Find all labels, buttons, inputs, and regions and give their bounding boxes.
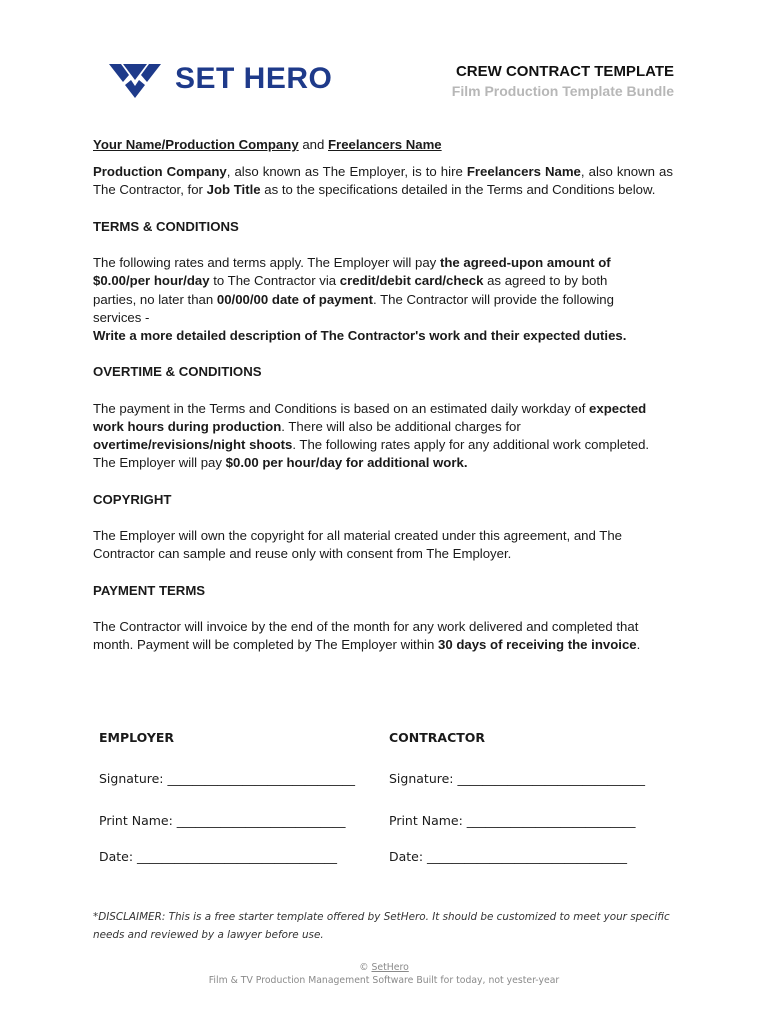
terms-text-1: The following rates and terms apply. The Employer will pay — [93, 255, 440, 271]
document-subtitle: Film Production Template Bundle — [451, 83, 674, 99]
footer-tagline: Film & TV Production Management Software Built for today, not yester-year — [208, 975, 560, 986]
intro-text-3: as to the specifications detailed in the Terms and Conditions below. — [260, 182, 656, 198]
terms-bold-amount: the agreed-upon amount of — [439, 255, 611, 271]
copyright-heading: COPYRIGHT — [93, 491, 172, 507]
payment-line-1: The Contractor will invoice by the end of the month for any work delivered and completed that — [93, 619, 639, 635]
sethero-logo — [109, 60, 332, 98]
intro-bold-company: Production Company — [93, 164, 227, 180]
terms-text-5: . The Contractor will provide the following — [373, 291, 614, 307]
employer-signature-line: Signature: ______________________________ — [99, 771, 355, 786]
document-header — [452, 63, 674, 101]
brand-name: SET HERO — [175, 62, 333, 95]
payment-text-2: . — [636, 637, 641, 653]
overtime-text-3: . The following rates apply for any additional work completed. — [292, 437, 650, 453]
disclaimer-line-1: *DISCLAIMER: This is a free starter template offered by SetHero. It should be customized to meet your specific — [93, 911, 670, 923]
overtime-text-4: The Employer will pay — [93, 455, 226, 471]
contractor-print-name-line: Print Name: ___________________________ — [389, 813, 636, 828]
overtime-text-2: . There will also be additional charges for — [281, 418, 521, 434]
employer-date-line: Date: ________________________________ — [99, 849, 338, 864]
payment-bold-days: 30 days of receiving the invoice — [438, 637, 637, 653]
contractor-heading: CONTRACTOR — [389, 730, 486, 745]
contractor-date-line: Date: ________________________________ — [389, 849, 628, 864]
party-freelancer: Freelancers Name — [328, 137, 442, 152]
party-employer: Your Name/Production Company — [93, 137, 299, 152]
overtime-paragraph — [93, 400, 673, 473]
copyright-line-2: Contractor can sample and reuse only with consent from The Employer. — [93, 546, 512, 562]
overtime-bold-3: overtime/revisions/night shoots — [93, 437, 293, 453]
terms-bold-date: 00/00/00 date of payment — [216, 291, 374, 307]
intro-bold-freelancer: Freelancers Name — [466, 164, 581, 180]
document-title: CREW CONTRACT TEMPLATE — [455, 63, 674, 80]
contractor-signature-line: Signature: ______________________________ — [389, 771, 645, 786]
intro-paragraph — [93, 163, 673, 199]
terms-text-2: to The Contractor via — [209, 273, 340, 289]
sethero-shield-icon — [109, 60, 161, 98]
disclaimer-line-2: needs and reviewed by a lawyer before use. — [93, 928, 324, 941]
copyright-paragraph — [93, 527, 673, 563]
intro-text-1: , also known as The Employer, is to hire — [226, 164, 467, 180]
overtime-text-1: The payment in the Terms and Conditions is based on an estimated daily workday of — [93, 400, 590, 416]
terms-bold-rate: $0.00/per hour/day — [93, 273, 210, 289]
copyright-line-1: The Employer will own the copyright for all material created under this agreement, and The — [93, 528, 622, 544]
terms-heading: TERMS & CONDITIONS — [93, 218, 239, 234]
intro-bold-job: Job Title — [206, 182, 261, 198]
payment-text-1: month. Payment will be completed by The Employer within — [93, 637, 438, 653]
parties-line — [93, 136, 673, 154]
overtime-bold-4: $0.00 per hour/day for additional work. — [225, 455, 468, 471]
terms-text-4: parties, no later than — [93, 291, 217, 307]
overtime-bold-2: work hours during production — [93, 418, 282, 434]
terms-bold-method: credit/debit card/check — [339, 273, 484, 289]
intro-text-2: , also known as The Contractor, for — [93, 164, 673, 198]
terms-paragraph — [93, 254, 673, 345]
terms-bold-description: Write a more detailed description of The Contractor's work and their expected duties. — [93, 328, 627, 343]
contract-body — [93, 136, 673, 655]
overtime-bold-1: expected — [589, 400, 647, 416]
terms-text-3: as agreed to by both — [483, 273, 608, 289]
page-footer — [0, 961, 768, 987]
employer-print-name-line: Print Name: ___________________________ — [99, 813, 346, 828]
payment-heading: PAYMENT TERMS — [93, 582, 206, 598]
disclaimer — [93, 909, 673, 944]
parties-and: and — [298, 137, 328, 152]
overtime-heading: OVERTIME & CONDITIONS — [93, 364, 262, 380]
employer-heading: EMPLOYER — [99, 730, 175, 745]
footer-copyright-symbol: © — [359, 962, 372, 973]
terms-text-6: services - — [93, 309, 150, 325]
payment-paragraph — [93, 618, 673, 654]
sethero-link[interactable]: SetHero — [371, 962, 409, 973]
